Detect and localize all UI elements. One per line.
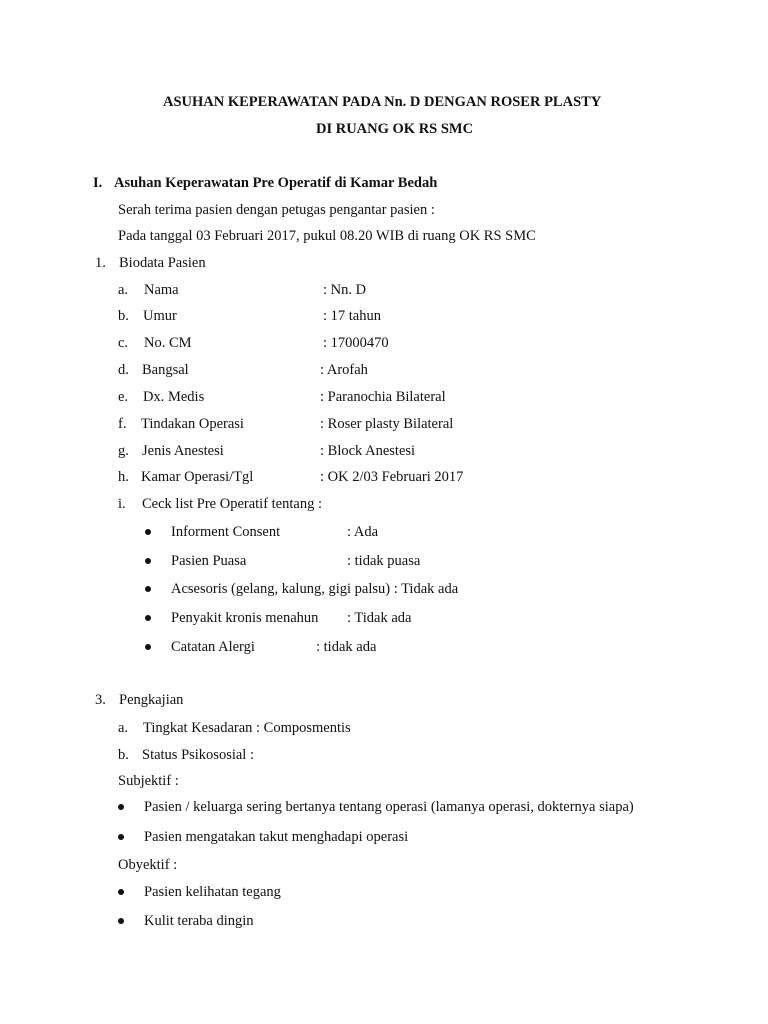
bullet-icon xyxy=(118,889,124,895)
list-letter: a. xyxy=(118,720,129,736)
document-title-line-2: DI RUANG OK RS SMC xyxy=(316,121,474,137)
pengkajian-item: Status Psikososial : xyxy=(142,747,254,763)
biodata-value: : OK 2/03 Februari 2017 xyxy=(320,469,464,485)
biodata-label: Umur xyxy=(143,308,177,324)
list-letter: a. xyxy=(118,282,129,298)
list-letter: b. xyxy=(118,308,129,324)
checklist-label: Pasien Puasa xyxy=(171,553,247,569)
checklist-label: Informent Consent xyxy=(171,524,281,540)
biodata-value: : Paranochia Bilateral xyxy=(320,389,446,405)
list-letter: f. xyxy=(118,416,127,432)
list-letter: b. xyxy=(118,747,129,763)
biodata-label: Ceck list Pre Operatif tentang : xyxy=(142,496,322,512)
checklist-label: Penyakit kronis menahun xyxy=(171,610,319,626)
obyektif-label: Obyektif : xyxy=(118,857,178,873)
biodata-value: : Nn. D xyxy=(323,282,367,298)
biodata-value: : Arofah xyxy=(320,362,368,378)
biodata-label: Jenis Anestesi xyxy=(142,443,224,459)
checklist-value: : Ada xyxy=(347,524,379,540)
list-letter: c. xyxy=(118,335,129,351)
biodata-label: Dx. Medis xyxy=(143,389,205,405)
bullet-icon xyxy=(145,529,151,535)
checklist-label: Catatan Alergi xyxy=(171,639,255,655)
bullet-icon xyxy=(118,918,124,924)
section-heading: Asuhan Keperawatan Pre Operatif di Kamar Bedah xyxy=(114,175,438,191)
checklist-value: : Tidak ada xyxy=(347,610,412,626)
subjektif-item: Pasien / keluarga sering bertanya tentang operasi (lamanya operasi, dokternya siapa) xyxy=(144,799,634,815)
biodata-value: : Roser plasty Bilateral xyxy=(320,416,454,432)
pengkajian-item: Tingkat Kesadaran : Composmentis xyxy=(143,720,351,736)
biodata-value: : Block Anestesi xyxy=(320,443,416,459)
pengkajian-heading: Pengkajian xyxy=(119,692,184,708)
bullet-icon xyxy=(118,834,124,840)
biodata-label: No. CM xyxy=(144,335,192,351)
subjektif-label: Subjektif : xyxy=(118,773,179,789)
handover-text: Serah terima pasien dengan petugas pengantar pasien : xyxy=(118,202,435,218)
section-numeral: I. xyxy=(93,175,103,191)
bullet-icon xyxy=(145,586,151,592)
checklist-value: : tidak ada xyxy=(316,639,377,655)
biodata-value: : 17000470 xyxy=(323,335,389,351)
document-title-line-1: ASUHAN KEPERAWATAN PADA Nn. D DENGAN ROSER PLASTY xyxy=(163,94,602,110)
obyektif-item: Kulit teraba dingin xyxy=(144,913,254,929)
list-letter: e. xyxy=(118,389,129,405)
list-letter: h. xyxy=(118,469,129,485)
biodata-label: Kamar Operasi/Tgl xyxy=(141,469,254,485)
bullet-icon xyxy=(145,644,151,650)
list-letter: i. xyxy=(118,496,126,512)
checklist-value: : tidak puasa xyxy=(347,553,421,569)
biodata-label: Bangsal xyxy=(142,362,189,378)
checklist-label: Acsesoris (gelang, kalung, gigi palsu) : Tidak ada xyxy=(171,581,459,597)
biodata-value: : 17 tahun xyxy=(323,308,381,324)
list-letter: g. xyxy=(118,443,129,459)
biodata-number: 1. xyxy=(95,255,106,271)
subjektif-item: Pasien mengatakan takut menghadapi operasi xyxy=(144,829,409,845)
biodata-label: Tindakan Operasi xyxy=(141,416,244,432)
bullet-icon xyxy=(118,804,124,810)
bullet-icon xyxy=(145,615,151,621)
obyektif-item: Pasien kelihatan tegang xyxy=(144,884,281,900)
handover-date-text: Pada tanggal 03 Februari 2017, pukul 08.20 WIB di ruang OK RS SMC xyxy=(118,228,536,244)
biodata-heading: Biodata Pasien xyxy=(119,255,206,271)
pengkajian-number: 3. xyxy=(95,692,106,708)
biodata-label: Nama xyxy=(144,282,179,298)
bullet-icon xyxy=(145,558,151,564)
list-letter: d. xyxy=(118,362,129,378)
